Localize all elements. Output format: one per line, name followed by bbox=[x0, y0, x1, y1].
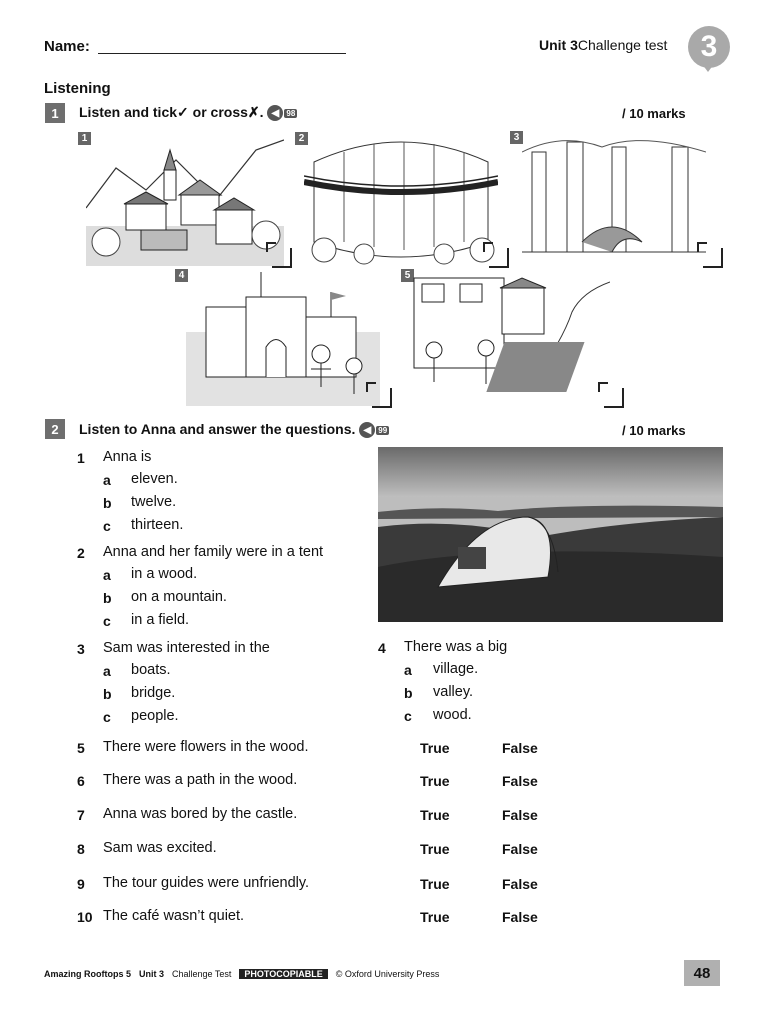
option-text: village. bbox=[433, 661, 479, 677]
speaker-icon: ◀ bbox=[267, 105, 283, 121]
option-letter[interactable]: c bbox=[404, 708, 412, 724]
exercise-2-number: 2 bbox=[45, 419, 65, 439]
picture-number: 1 bbox=[78, 132, 91, 145]
question-number: 6 bbox=[77, 773, 85, 789]
question-text: Anna is bbox=[103, 449, 152, 465]
option-letter[interactable]: c bbox=[103, 613, 111, 629]
question-text: Sam was interested in the bbox=[103, 640, 270, 656]
question-number: 5 bbox=[77, 740, 85, 756]
option-text: valley. bbox=[433, 684, 474, 700]
option-text: in a wood. bbox=[131, 566, 198, 582]
unit-title bbox=[539, 37, 667, 53]
question-number: 1 bbox=[77, 450, 85, 466]
false-option[interactable]: False bbox=[502, 773, 538, 789]
option-letter[interactable]: a bbox=[103, 663, 111, 679]
option-letter[interactable]: a bbox=[404, 662, 412, 678]
question-number: 9 bbox=[77, 876, 85, 892]
option-text: in a field. bbox=[131, 612, 190, 628]
track-number: 98 bbox=[286, 108, 296, 118]
photocopiable-badge: PHOTOCOPIABLE bbox=[239, 969, 327, 979]
option-text: on a mountain. bbox=[131, 589, 227, 605]
picture-number: 3 bbox=[510, 131, 523, 144]
exercise-1-title bbox=[79, 104, 297, 121]
false-option[interactable]: False bbox=[502, 841, 538, 857]
exercise-2-marks: / 10 marks bbox=[622, 423, 686, 438]
exercise-1-instruction: Listen and tick✓ or cross✗. bbox=[79, 104, 264, 120]
exercise-1-number: 1 bbox=[45, 103, 65, 123]
page-number: 48 bbox=[684, 960, 720, 986]
footer-copyright: © Oxford University Press bbox=[335, 969, 440, 979]
village-picture bbox=[86, 130, 284, 266]
question-text: Sam was excited. bbox=[103, 840, 217, 856]
false-option[interactable]: False bbox=[502, 876, 538, 892]
picture-3-answer-box[interactable] bbox=[703, 248, 723, 268]
option-letter[interactable]: a bbox=[103, 567, 111, 583]
tent-by-sea-photo bbox=[378, 447, 723, 622]
option-letter[interactable]: b bbox=[103, 686, 112, 702]
option-letter[interactable]: c bbox=[103, 518, 111, 534]
question-number: 10 bbox=[77, 909, 93, 925]
question-text: The tour guides were unfriendly. bbox=[103, 875, 310, 891]
true-option[interactable]: True bbox=[420, 740, 450, 756]
exercise-2-instruction: Listen to Anna and answer the questions. bbox=[79, 421, 356, 437]
option-text: people. bbox=[131, 708, 179, 724]
picture-2-answer-box[interactable] bbox=[489, 248, 509, 268]
name-field[interactable] bbox=[98, 53, 346, 54]
option-letter[interactable]: b bbox=[404, 685, 413, 701]
castle-picture bbox=[186, 272, 380, 406]
picture-number: 2 bbox=[295, 132, 308, 145]
question-number: 4 bbox=[378, 640, 386, 656]
footer-unit: Unit 3 bbox=[139, 969, 165, 979]
picture-number: 5 bbox=[401, 269, 414, 282]
footer-book: Amazing Rooftops 5 bbox=[44, 969, 131, 979]
option-letter[interactable]: b bbox=[103, 590, 112, 606]
section-title: Listening bbox=[44, 80, 111, 97]
audio-track-99[interactable] bbox=[359, 422, 389, 438]
question-number: 7 bbox=[77, 807, 85, 823]
audio-track-98[interactable] bbox=[267, 105, 297, 121]
option-text: bridge. bbox=[131, 685, 176, 701]
question-text: There was a big bbox=[404, 639, 508, 655]
question-text: Anna was bored by the castle. bbox=[103, 806, 298, 822]
option-text: boats. bbox=[131, 662, 171, 678]
false-option[interactable]: False bbox=[502, 909, 538, 925]
wood-picture bbox=[522, 132, 706, 264]
false-option[interactable]: False bbox=[502, 740, 538, 756]
true-option[interactable]: True bbox=[420, 773, 450, 789]
option-text: wood. bbox=[433, 707, 472, 723]
name-label: Name: bbox=[44, 38, 90, 55]
question-text: There were flowers in the wood. bbox=[103, 739, 309, 755]
question-text: Anna and her family were in a tent bbox=[103, 544, 324, 560]
question-number: 2 bbox=[77, 545, 85, 561]
unit-subtitle: Challenge test bbox=[577, 37, 668, 53]
true-option[interactable]: True bbox=[420, 807, 450, 823]
option-text: eleven. bbox=[131, 471, 178, 487]
true-option[interactable]: True bbox=[420, 876, 450, 892]
question-text: The café wasn’t quiet. bbox=[103, 908, 245, 924]
picture-4-answer-box[interactable] bbox=[372, 388, 392, 408]
false-option[interactable]: False bbox=[502, 807, 538, 823]
unit-badge: 3 bbox=[688, 26, 730, 68]
cafe-street-picture bbox=[412, 272, 610, 398]
unit-number: Unit 3 bbox=[539, 37, 578, 53]
option-letter[interactable]: a bbox=[103, 472, 111, 488]
picture-1-answer-box[interactable] bbox=[272, 248, 292, 268]
option-text: thirteen. bbox=[131, 517, 184, 533]
speaker-icon: ◀ bbox=[359, 422, 375, 438]
option-letter[interactable]: c bbox=[103, 709, 111, 725]
question-text: There was a path in the wood. bbox=[103, 772, 298, 788]
rope-bridge-picture bbox=[304, 132, 498, 266]
option-text: twelve. bbox=[131, 494, 177, 510]
picture-5-answer-box[interactable] bbox=[604, 388, 624, 408]
exercise-1-marks: / 10 marks bbox=[622, 106, 686, 121]
track-number: 99 bbox=[378, 425, 388, 435]
footer bbox=[44, 969, 439, 979]
question-number: 3 bbox=[77, 641, 85, 657]
exercise-2-title bbox=[79, 421, 389, 438]
true-option[interactable]: True bbox=[420, 909, 450, 925]
question-number: 8 bbox=[77, 841, 85, 857]
true-option[interactable]: True bbox=[420, 841, 450, 857]
option-letter[interactable]: b bbox=[103, 495, 112, 511]
picture-number: 4 bbox=[175, 269, 188, 282]
footer-test: Challenge Test bbox=[172, 969, 232, 979]
